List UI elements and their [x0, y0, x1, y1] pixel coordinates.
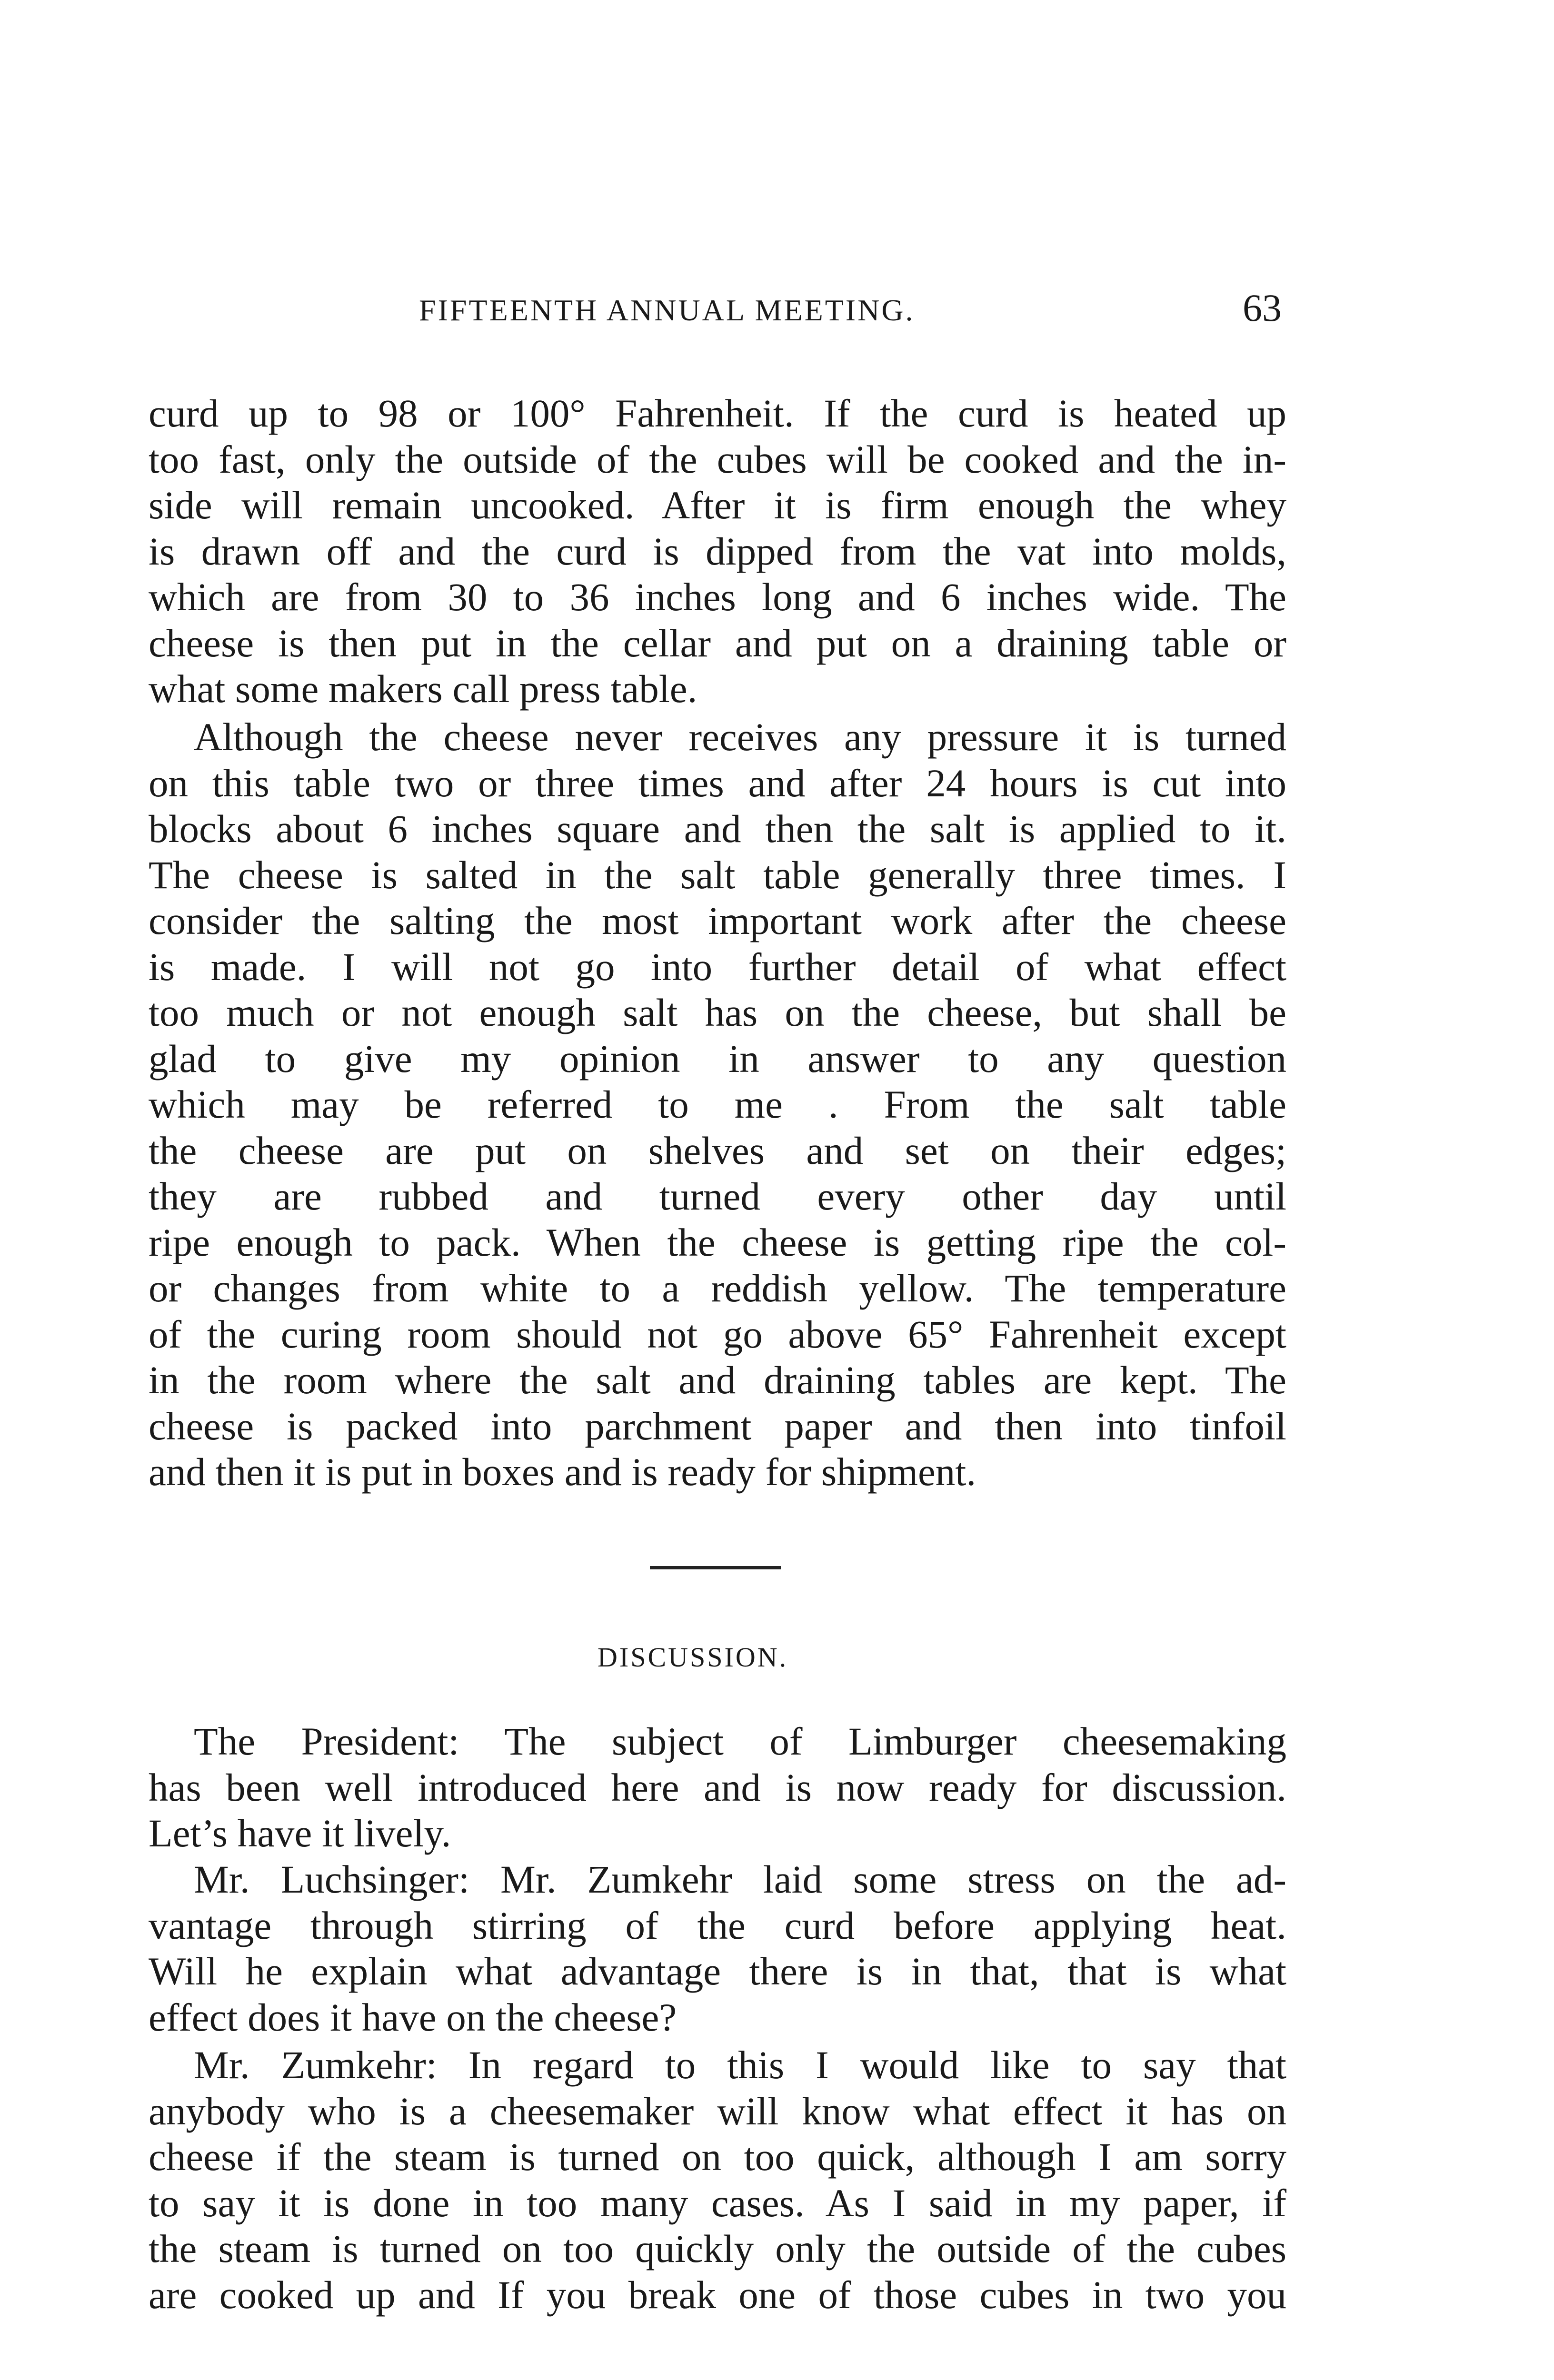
paragraph-curd-heating	[149, 390, 1286, 712]
text-line: consider the salting the most important work after the cheese	[149, 899, 1286, 942]
text-line: cheese is then put in the cellar and put on a draining table or	[149, 621, 1286, 665]
text-line: has been well introduced here and is now ready for discussion.	[149, 1765, 1286, 1809]
section-divider	[650, 1566, 781, 1569]
text-line: Let’s have it lively.	[149, 1811, 451, 1855]
text-line: blocks about 6 inches square and then the salt is applied to it.	[149, 807, 1286, 851]
text-line: what some makers call press table.	[149, 667, 697, 711]
text-line: of the curing room should not go above 65° Fahrenheit except	[149, 1312, 1286, 1356]
text-line: The President: The subject of Limburger cheesemaking	[194, 1719, 1286, 1763]
paragraph-luchsinger	[149, 1856, 1286, 2040]
text-line: cheese if the steam is turned on too quick, although I am sorry	[149, 2135, 1286, 2179]
text-line: ripe enough to pack. When the cheese is getting ripe the col-	[149, 1220, 1286, 1264]
text-line: which may be referred to me . From the salt table	[149, 1082, 1286, 1126]
discussion-heading: DISCUSSION.	[598, 1642, 788, 1673]
text-line: on this table two or three times and after 24 hours is cut into	[149, 761, 1286, 805]
text-line: to say it is done in too many cases. As I said in my paper, if	[149, 2181, 1286, 2225]
text-line: The cheese is salted in the salt table generally three times. I	[149, 853, 1286, 897]
text-line: too fast, only the outside of the cubes will be cooked and the in-	[149, 437, 1286, 481]
text-line: the steam is turned on too quickly only the outside of the cubes	[149, 2227, 1286, 2271]
text-line: side will remain uncooked. After it is firm enough the whey	[149, 483, 1286, 527]
text-line: effect does it have on the cheese?	[149, 1995, 677, 2039]
text-line: the cheese are put on shelves and set on their edges;	[149, 1128, 1286, 1172]
text-line: are cooked up and If you break one of those cubes in two you	[149, 2272, 1286, 2317]
page-number: 63	[1243, 286, 1282, 329]
text-line: is drawn off and the curd is dipped from the vat into molds,	[149, 529, 1286, 573]
running-title: FIFTEENTH ANNUAL MEETING.	[419, 293, 915, 327]
paragraph-salting	[149, 714, 1286, 1495]
text-line: which are from 30 to 36 inches long and 6 inches wide. The	[149, 575, 1286, 619]
text-line: or changes from white to a reddish yellow. The temperature	[149, 1266, 1286, 1310]
text-line: vantage through stirring of the curd before applying heat.	[149, 1903, 1286, 1947]
text-line: Mr. Zumkehr: In regard to this I would like to say that	[194, 2043, 1286, 2087]
text-line: is made. I will not go into further detail of what effect	[149, 944, 1286, 989]
text-line: too much or not enough salt has on the cheese, but shall be	[149, 991, 1286, 1034]
text-line: Mr. Luchsinger: Mr. Zumkehr laid some stress on the ad-	[194, 1857, 1286, 1901]
text-line: they are rubbed and turned every other day until	[149, 1174, 1286, 1218]
text-line: Although the cheese never receives any pressure it is turned	[194, 715, 1286, 759]
paragraph-zumkehr	[149, 2042, 1286, 2318]
text-line: in the room where the salt and draining tables are kept. The	[149, 1358, 1286, 1402]
paragraph-president	[149, 1718, 1286, 1856]
text-line: glad to give my opinion in answer to any question	[149, 1036, 1286, 1081]
text-line: anybody who is a cheesemaker will know what effect it has on	[149, 2089, 1286, 2133]
text-line: curd up to 98 or 100° Fahrenheit. If the curd is heated up	[149, 391, 1286, 435]
text-line: cheese is packed into parchment paper and then into tinfoil	[149, 1404, 1286, 1448]
text-line: Will he explain what advantage there is in that, that is what	[149, 1949, 1286, 1993]
text-line: and then it is put in boxes and is ready for shipment.	[149, 1450, 976, 1494]
